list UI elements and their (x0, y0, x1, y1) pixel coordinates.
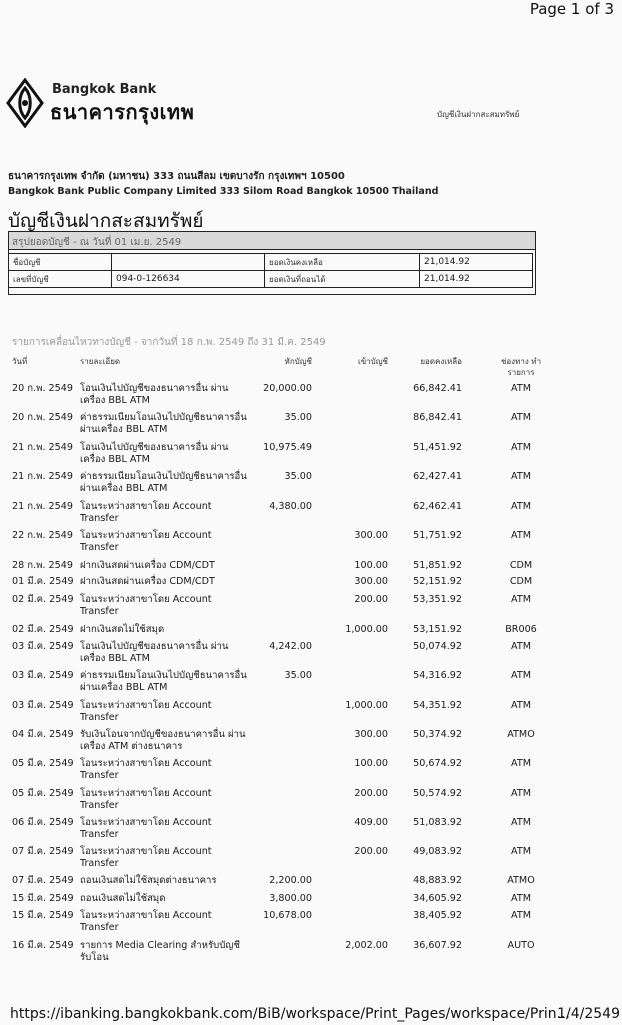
account-name-value (112, 254, 265, 271)
row-deposit: 2,002.00 (345, 940, 388, 951)
row-deposit: 300.00 (354, 530, 388, 541)
row-balance: 62,427.41 (413, 471, 462, 482)
row-balance: 66,842.41 (413, 383, 462, 394)
bank-address-en: Bangkok Bank Public Company Limited 333 Silom Road Bangkok 10500 Thailand (8, 186, 439, 197)
bangkok-bank-logo-icon (6, 78, 44, 128)
row-withdrawal: 4,380.00 (269, 501, 312, 512)
row-date: 01 มี.ค. 2549 (12, 576, 74, 587)
row-channel: ATM (511, 641, 531, 652)
row-withdrawal: 2,200.00 (269, 875, 312, 886)
row-date: 15 มี.ค. 2549 (12, 910, 74, 921)
row-date: 05 มี.ค. 2549 (12, 758, 74, 769)
row-deposit: 100.00 (354, 758, 388, 769)
row-date: 21 ก.พ. 2549 (12, 442, 73, 453)
row-description: ค่าธรรมเนียมโอนเงินไปบัญชีธนาคารอื่นผ่านเครื่อง BBL ATM (80, 670, 247, 693)
row-date: 20 ก.พ. 2549 (12, 383, 73, 394)
row-channel: ATM (511, 383, 531, 394)
row-channel: ATM (511, 817, 531, 828)
row-date: 21 ก.พ. 2549 (12, 501, 73, 512)
row-description: โอนระหว่างสาขาโดย Account Transfer (80, 788, 212, 811)
col-header-deposit: เข้าบัญชี (357, 357, 388, 366)
row-date: 03 มี.ค. 2549 (12, 641, 74, 652)
row-channel: ATM (511, 412, 531, 423)
row-date: 04 มี.ค. 2549 (12, 729, 74, 740)
row-deposit: 100.00 (354, 560, 388, 571)
row-balance: 54,316.92 (413, 670, 462, 681)
row-deposit: 300.00 (354, 729, 388, 740)
row-balance: 86,842.41 (413, 412, 462, 423)
row-balance: 50,074.92 (413, 641, 462, 652)
row-withdrawal: 35.00 (284, 412, 312, 423)
row-channel: ATM (511, 530, 531, 541)
row-description: โอนเงินไปบัญชีของธนาคารอื่น ผ่านเครื่อง BBL ATM (80, 442, 229, 465)
page-title: บัญชีเงินฝากสะสมทรัพย์ (8, 210, 204, 232)
row-balance: 50,674.92 (413, 758, 462, 769)
row-deposit: 1,000.00 (345, 624, 388, 635)
page-number: Page 1 of 3 (529, 0, 614, 18)
row-balance: 51,451.92 (413, 442, 462, 453)
row-channel: AUTO (507, 940, 535, 951)
account-number-label: เลขที่บัญชี (9, 271, 112, 288)
brand-name-en: Bangkok Bank (52, 82, 157, 97)
balance-value: 21,014.92 (420, 254, 533, 271)
row-channel: CDM (509, 560, 533, 571)
row-description: โอนเงินไปบัญชีของธนาคารอื่น ผ่านเครื่อง BBL ATM (80, 641, 229, 664)
row-description: ฝากเงินสดผ่านเครื่อง CDM/CDT (80, 576, 215, 587)
row-date: 02 มี.ค. 2549 (12, 594, 74, 605)
row-channel: ATM (511, 893, 531, 904)
available-value: 21,014.92 (420, 271, 533, 288)
account-number-value: 094-0-126634 (112, 271, 265, 288)
row-channel: ATM (511, 758, 531, 769)
summary-table (8, 253, 533, 288)
row-date: 07 มี.ค. 2549 (12, 846, 74, 857)
row-channel: BR006 (505, 624, 537, 635)
row-date: 15 มี.ค. 2549 (12, 893, 74, 904)
row-balance: 48,883.92 (413, 875, 462, 886)
row-balance: 49,083.92 (413, 846, 462, 857)
row-description: รับเงินโอนจากบัญชีของธนาคารอื่น ผ่านเครื่อง ATM ต่างธนาคาร (80, 729, 246, 752)
row-channel: ATM (511, 471, 531, 482)
row-withdrawal: 35.00 (284, 471, 312, 482)
row-description: ถอนเงินสดไม่ใช้สมุดต่างธนาคาร (80, 875, 217, 886)
row-withdrawal: 10,678.00 (263, 910, 312, 921)
summary-title: สรุปยอดบัญชี - ณ วันที่ 01 เม.ย. 2549 (12, 237, 182, 248)
document-type-label: บัญชีเงินฝากสะสมทรัพย์ (437, 110, 520, 119)
row-date: 05 มี.ค. 2549 (12, 788, 74, 799)
row-description: โอนระหว่างสาขาโดย Account Transfer (80, 501, 212, 524)
row-channel: ATMO (507, 875, 535, 886)
row-balance: 51,083.92 (413, 817, 462, 828)
row-description: โอนระหว่างสาขาโดย Account Transfer (80, 594, 212, 617)
footer-date: 1/4/2549 (557, 1006, 620, 1022)
row-date: 21 ก.พ. 2549 (12, 471, 73, 482)
row-channel: ATM (511, 501, 531, 512)
bank-address-th: ธนาคารกรุงเทพ จำกัด (มหาชน) 333 ถนนสีลม เขตบางรัก กรุงเทพฯ 10500 (8, 171, 345, 182)
row-description: ฝากเงินสดไม่ใช้สมุด (80, 624, 165, 635)
row-withdrawal: 3,800.00 (269, 893, 312, 904)
transactions-title: รายการเคลื่อนไหวทางบัญชี - จากวันที่ 18 ก.พ. 2549 ถึง 31 มี.ค. 2549 (12, 337, 326, 348)
col-header-withdraw: หักบัญชี (284, 357, 312, 366)
row-deposit: 200.00 (354, 594, 388, 605)
row-channel: ATM (511, 788, 531, 799)
row-channel: ATM (511, 594, 531, 605)
row-deposit: 1,000.00 (345, 700, 388, 711)
row-channel: ATM (511, 910, 531, 921)
account-name-label: ชื่อบัญชี (9, 254, 112, 271)
balance-label: ยอดเงินคงเหลือ (265, 254, 420, 271)
row-description: ถอนเงินสดไม่ใช้สมุด (80, 893, 166, 904)
row-description: โอนระหว่างสาขาโดย Account Transfer (80, 758, 212, 781)
row-withdrawal: 4,242.00 (269, 641, 312, 652)
col-header-balance: ยอดคงเหลือ (420, 357, 462, 366)
col-header-date: วันที่ (12, 357, 28, 366)
row-balance: 62,462.41 (413, 501, 462, 512)
row-date: 03 มี.ค. 2549 (12, 670, 74, 681)
row-balance: 54,351.92 (413, 700, 462, 711)
row-channel: ATM (511, 670, 531, 681)
row-deposit: 300.00 (354, 576, 388, 587)
row-date: 02 มี.ค. 2549 (12, 624, 74, 635)
row-withdrawal: 10,975.49 (263, 442, 312, 453)
row-balance: 36,607.92 (413, 940, 462, 951)
row-date: 22 ก.พ. 2549 (12, 530, 73, 541)
row-balance: 53,351.92 (413, 594, 462, 605)
row-channel: ATM (511, 846, 531, 857)
row-channel: ATMO (507, 729, 535, 740)
row-balance: 51,851.92 (413, 560, 462, 571)
row-date: 16 มี.ค. 2549 (12, 940, 74, 951)
row-date: 28 ก.พ. 2549 (12, 560, 73, 571)
row-deposit: 409.00 (354, 817, 388, 828)
row-date: 07 มี.ค. 2549 (12, 875, 74, 886)
row-withdrawal: 35.00 (284, 670, 312, 681)
row-channel: CDM (509, 576, 533, 587)
available-label: ยอดเงินที่ถอนได้ (265, 271, 420, 288)
row-description: ค่าธรรมเนียมโอนเงินไปบัญชีธนาคารอื่นผ่านเครื่อง BBL ATM (80, 412, 247, 435)
row-description: โอนระหว่างสาขาโดย Account Transfer (80, 700, 212, 723)
row-description: ค่าธรรมเนียมโอนเงินไปบัญชีธนาคารอื่นผ่านเครื่อง BBL ATM (80, 471, 247, 494)
row-withdrawal: 20,000.00 (263, 383, 312, 394)
row-date: 03 มี.ค. 2549 (12, 700, 74, 711)
row-balance: 52,151.92 (413, 576, 462, 587)
row-date: 20 ก.พ. 2549 (12, 412, 73, 423)
footer-url: https://ibanking.bangkokbank.com/BiB/workspace/Print_Pages/workspace/Prin... (10, 1006, 570, 1022)
row-date: 06 มี.ค. 2549 (12, 817, 74, 828)
row-description: โอนระหว่างสาขาโดย Account Transfer (80, 530, 212, 553)
row-balance: 53,151.92 (413, 624, 462, 635)
col-header-desc: รายละเอียด (80, 357, 121, 366)
row-description: ฝากเงินสดผ่านเครื่อง CDM/CDT (80, 560, 215, 571)
row-description: โอนระหว่างสาขาโดย Account Transfer (80, 817, 212, 840)
row-description: โอนเงินไปบัญชีของธนาคารอื่น ผ่านเครื่อง BBL ATM (80, 383, 229, 406)
row-balance: 34,605.92 (413, 893, 462, 904)
col-header-channel: ช่องทาง ทำรายการ (500, 357, 542, 377)
row-balance: 51,751.92 (413, 530, 462, 541)
row-balance: 50,374.92 (413, 729, 462, 740)
row-channel: ATM (511, 442, 531, 453)
row-deposit: 200.00 (354, 846, 388, 857)
row-deposit: 200.00 (354, 788, 388, 799)
summary-row-name (9, 254, 533, 271)
row-balance: 38,405.92 (413, 910, 462, 921)
row-description: โอนระหว่างสาขาโดย Account Transfer (80, 910, 212, 933)
summary-row-number (9, 271, 533, 288)
brand-name-th: ธนาคารกรุงเทพ (50, 100, 195, 124)
row-channel: ATM (511, 700, 531, 711)
row-description: รายการ Media Clearing สำหรับบัญชีรับโอน (80, 940, 240, 963)
row-balance: 50,574.92 (413, 788, 462, 799)
row-description: โอนระหว่างสาขาโดย Account Transfer (80, 846, 212, 869)
